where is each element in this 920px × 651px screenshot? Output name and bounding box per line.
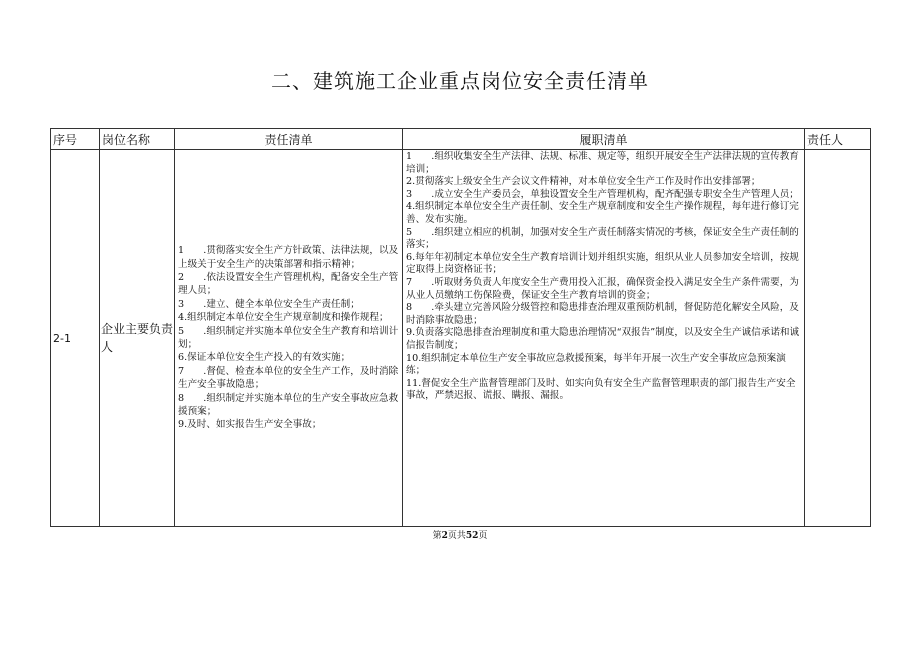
responsibility-item: 3 .建立、健全本单位安全生产责任制； [178, 298, 360, 310]
responsibility-item: 7 .督促、检查本单位的安全生产工作，及时消除生产安全事故隐患； [178, 365, 399, 391]
duty-item: 7 .听取财务负责人年度安全生产费用投入汇报，确保资金投入满足安全生产条件需要，为从业人员缴纳工伤保险费，保证安全生产教育培训的资金； [406, 276, 799, 301]
responsibility-item: 5 .组织制定并实施本单位安全生产教育和培训计划； [178, 325, 399, 350]
responsibility-item: 1 .贯彻落实安全生产方针政策、法律法规，以及上级关于安全生产的决策部署和指示精神； [178, 245, 399, 270]
page-footer [0, 528, 920, 541]
footer-total-pages: 52 [465, 531, 479, 541]
duty-item: 10.组织制定本单位生产安全事故应急救援预案，每半年开展一次生产安全事故应急预案演练； [406, 352, 786, 377]
footer-page-number: 2 [441, 531, 448, 541]
responsibility-item: 8 .组织制定并实施本单位的生产安全事故应急救援预案； [178, 392, 399, 418]
header-position: 岗位名称 [100, 129, 175, 150]
duty-item: 11.督促安全生产监督管理部门及时、如实向负有安全生产监督管理职责的部门报告生产安全事故，严禁迟报、谎报、瞒报、漏报。 [406, 377, 796, 402]
duty-item: 9.负责落实隐患排查治理制度和重大隐患治理情况“双报告”制度，以及安全生产诚信承诺和诚信报告制度； [406, 327, 800, 351]
table-row [51, 150, 871, 527]
responsible-person [805, 150, 871, 527]
duty-item: 1 .组织收集安全生产法律、法规、标准、规定等，组织开展安全生产法律法规的宣传教育培训； [406, 151, 799, 175]
duty-item: 4.组织制定本单位安全生产责任制、安全生产规章制度和安全生产操作规程，每年进行修订完善、发布实施。 [406, 201, 799, 225]
duty-item: 5 .组织建立相应的机制，加强对安全生产责任制落实情况的考核，保证安全生产责任制的落实； [406, 226, 799, 251]
header-person: 责任人 [805, 129, 871, 150]
duty-item: 2.贯彻落实上级安全生产会议文件精神，对本单位安全生产工作及时作出安排部署； [406, 176, 761, 188]
duty-item: 8 .牵头建立完善风险分级管控和隐患排查治理双重预防机制，督促防范化解安全风险，及时消除事故隐患； [406, 302, 799, 326]
page-title: 二、建筑施工企业重点岗位安全责任清单 [271, 69, 649, 93]
table-header-row [51, 129, 871, 150]
row-number: 2-1 [51, 150, 100, 527]
responsibility-item: 9.及时、如实报告生产安全事故； [178, 419, 322, 431]
responsibility-table [50, 128, 871, 527]
duty-list [403, 150, 805, 527]
footer-suffix: 页 [478, 531, 488, 541]
duty-item: 6.每年年初制定本单位安全生产教育培训计划并组织实施，组织从业人员参加安全培训，按规定取得上岗资格证书； [406, 251, 799, 276]
responsibility-item: 2 .依法设置安全生产管理机构，配备安全生产管理人员； [178, 271, 399, 297]
footer-prefix: 第 [432, 531, 442, 541]
footer-middle: 页共 [447, 531, 466, 541]
responsibility-list [175, 150, 403, 527]
header-no: 序号 [51, 129, 100, 150]
responsibility-item: 6.保证本单位安全生产投入的有效实施； [178, 352, 351, 364]
position-name: 企业主要负责人 [100, 150, 175, 527]
header-responsibilities: 责任清单 [175, 129, 403, 150]
duty-item: 3 .成立安全生产委员会，单独设置安全生产管理机构，配齐配强专职安全生产管理人员； [406, 188, 799, 200]
responsibility-item: 4.组织制定本单位安全生产规章制度和操作规程； [178, 312, 389, 324]
header-duties: 履职清单 [403, 129, 805, 150]
